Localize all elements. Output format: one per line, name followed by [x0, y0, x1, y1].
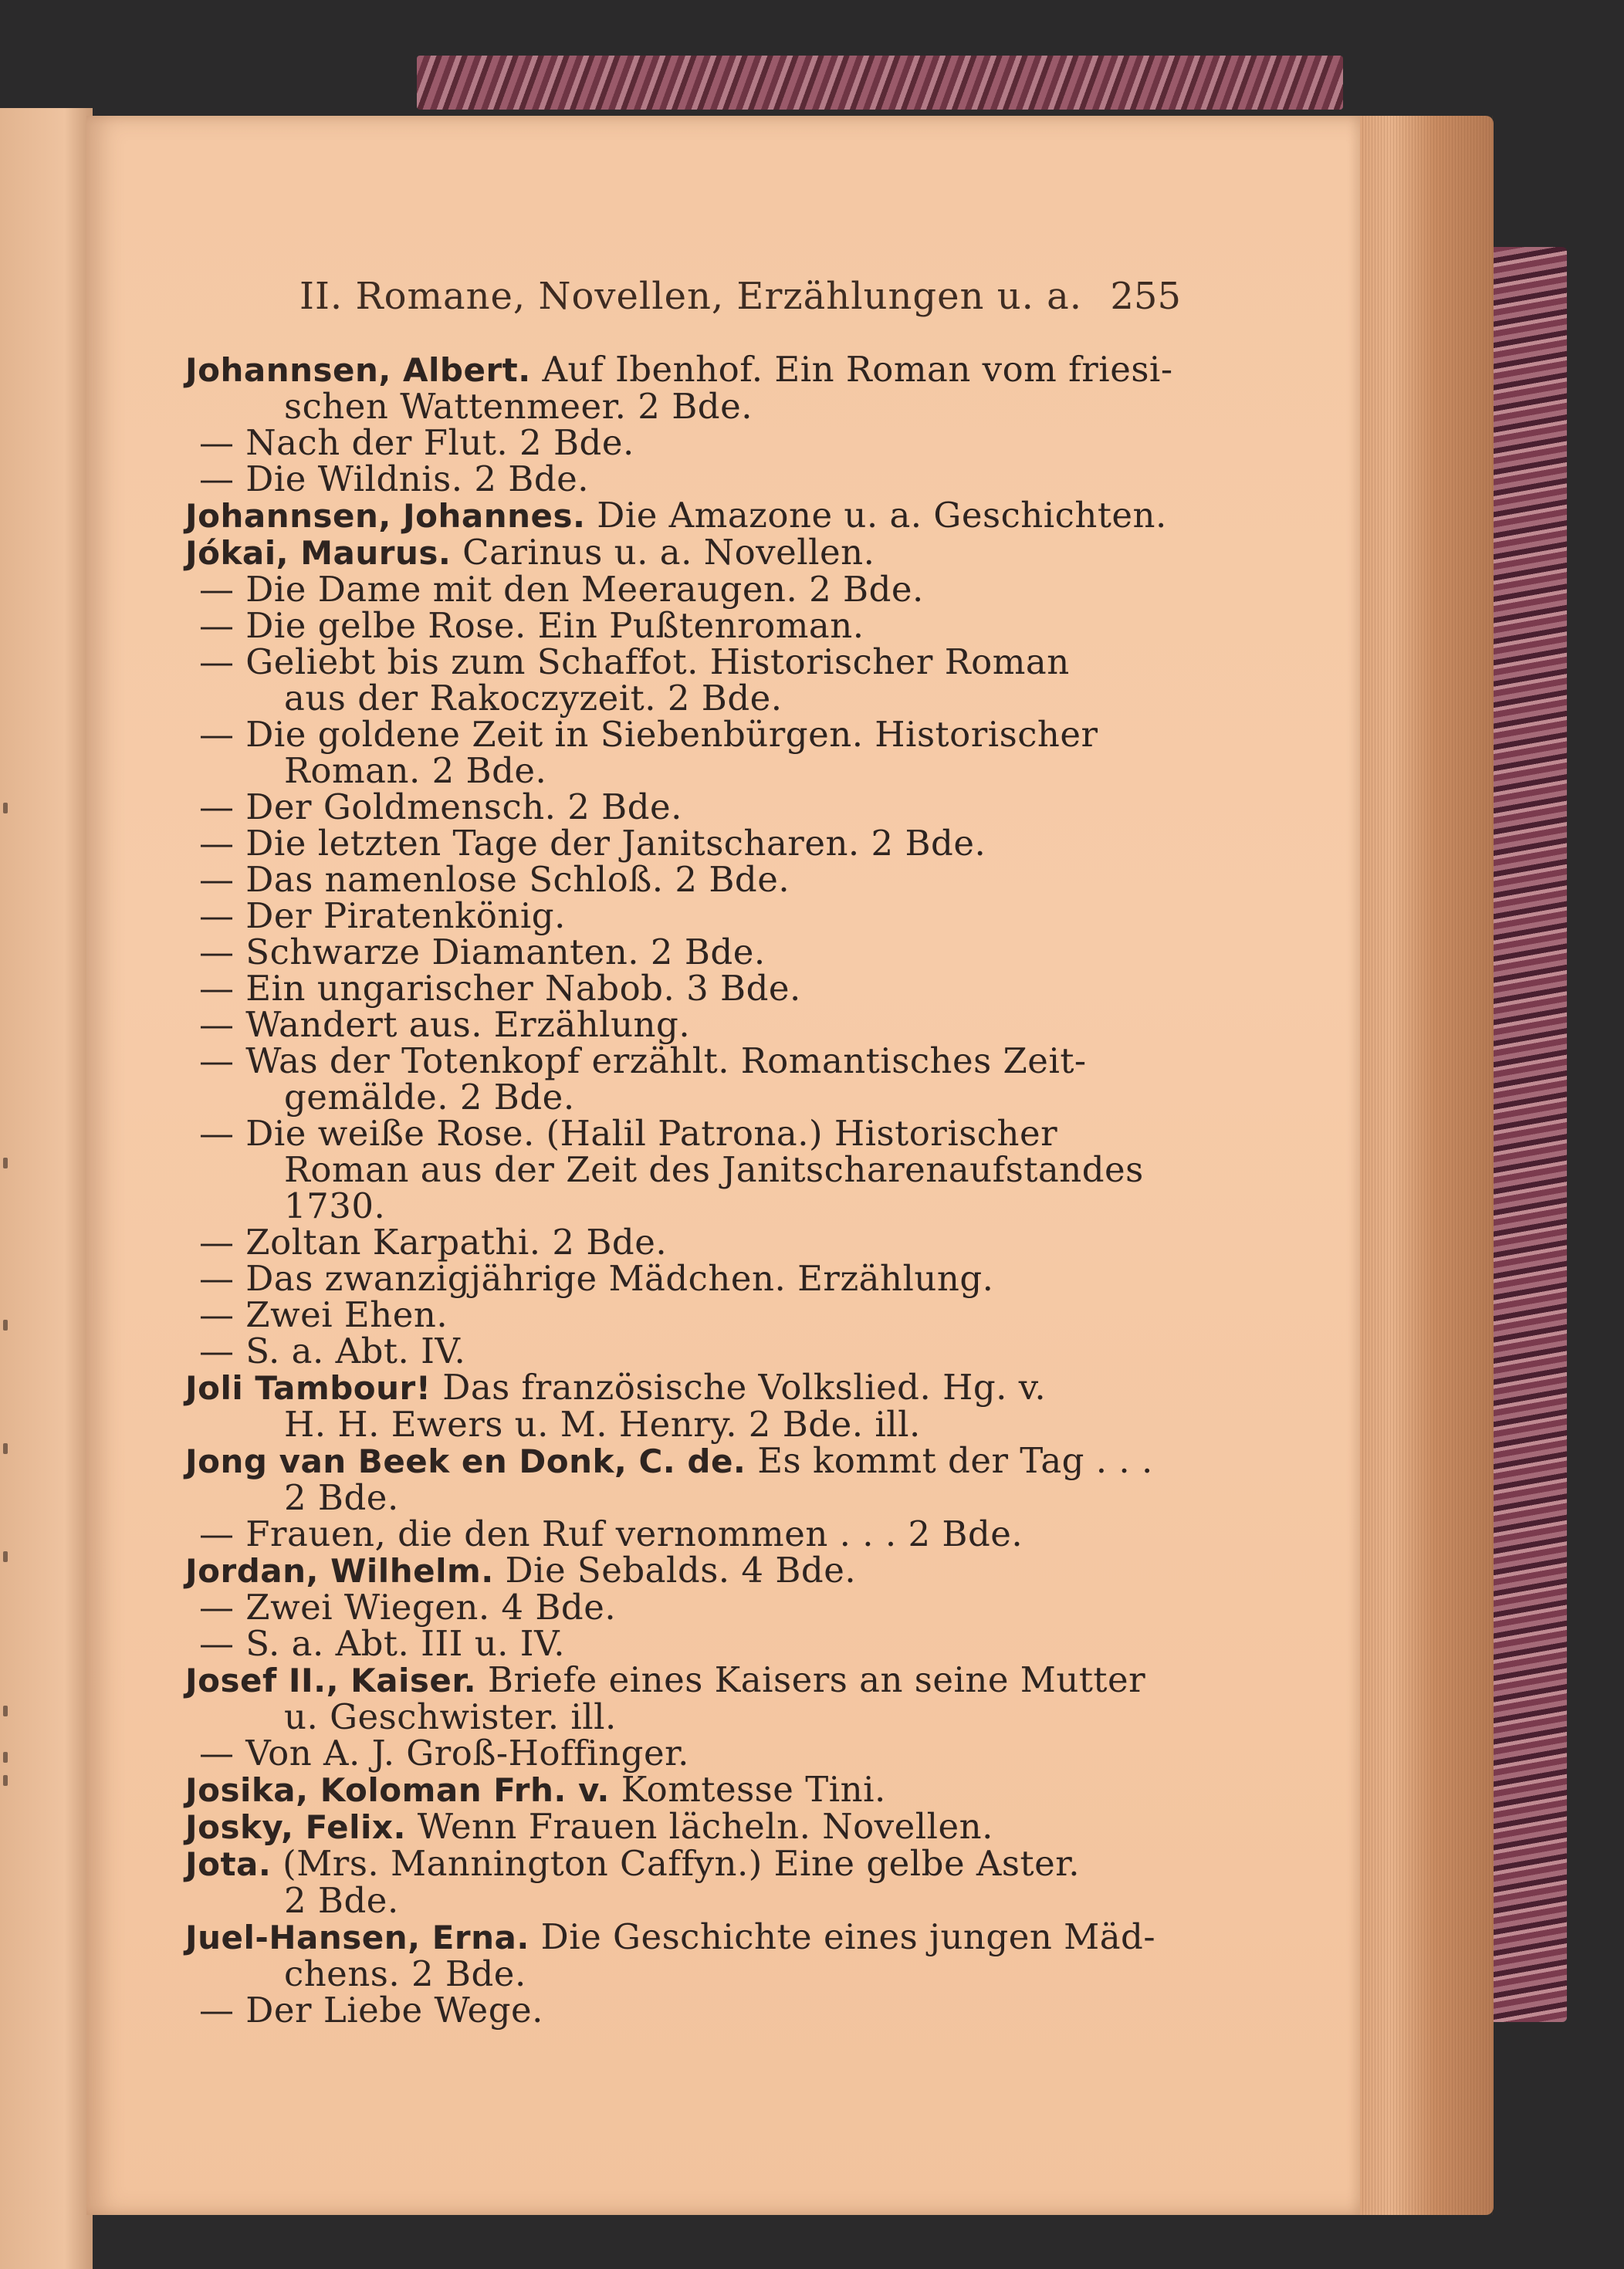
entry-first-line — [185, 859, 790, 900]
entry-first-line — [185, 1040, 1087, 1081]
catalog-entry — [185, 607, 1181, 644]
left-page-text-fragments — [0, 108, 23, 2269]
entry-title-text: — Die Dame mit den Meeraugen. 2 Bde. — [199, 569, 924, 610]
entry-title-text: Carinus u. a. Novellen. — [462, 532, 875, 573]
entry-title-text: — Der Piratenkönig. — [199, 895, 566, 936]
entry-title-text: — Das namenlose Schloß. 2 Bde. — [199, 859, 790, 900]
entry-title-text: Die Amazone u. a. Geschichten. — [597, 495, 1167, 536]
catalog-entry — [185, 1260, 1181, 1297]
entry-first-line — [185, 532, 875, 573]
catalog-entry — [185, 424, 1181, 461]
author-name: Jordan, Wilhelm. — [185, 1552, 494, 1590]
entry-first-line — [185, 569, 924, 610]
entry-title-text: — Die gelbe Rose. Ein Pußtenroman. — [199, 605, 864, 646]
entry-title-text: — Geliebt bis zum Schaffot. Historischer Roman — [199, 641, 1070, 682]
entry-first-line — [185, 1733, 689, 1774]
entry-first-line — [185, 1623, 565, 1664]
entry-first-line — [185, 786, 682, 827]
book-cover-marbled-top — [417, 56, 1343, 110]
entry-first-line — [185, 895, 566, 936]
entry-first-line — [185, 1843, 1080, 1884]
entry-continuation-line: H. H. Ewers u. M. Henry. 2 Bde. ill. — [284, 1404, 921, 1445]
catalog-entry — [185, 1513, 1181, 1554]
catalog-entry — [185, 1659, 1181, 1737]
catalog-entry — [185, 823, 1181, 864]
catalog-entry — [185, 1115, 1181, 1224]
entry-first-line — [185, 823, 986, 864]
entry-continuation-line: Roman aus der Zeit des Janitscharenaufstandes — [284, 1149, 1144, 1190]
entry-first-line — [185, 1769, 886, 1810]
entry-title-text: — Die letzten Tage der Janitscharen. 2 Bde. — [199, 823, 986, 864]
entry-title-text: (Mrs. Mannington Caffyn.) Eine gelbe Aster. — [283, 1843, 1081, 1884]
catalog-entry — [185, 534, 1181, 571]
entry-first-line — [185, 1990, 543, 2031]
entry-first-line — [185, 714, 1098, 755]
entry-first-line — [185, 349, 1173, 390]
entry-title-text: — Ein ungarischer Nabob. 3 Bde. — [199, 968, 801, 1009]
entry-title-text: Auf Ibenhof. Ein Roman vom friesi- — [542, 349, 1173, 390]
entry-title-text: Die Sebalds. 4 Bde. — [505, 1550, 857, 1591]
entry-first-line — [185, 1367, 1046, 1408]
entry-first-line — [185, 1004, 690, 1045]
entry-continuation-line: 2 Bde. — [284, 1477, 399, 1518]
catalog-entry — [185, 458, 1181, 499]
entry-continuation-line: schen Wattenmeer. 2 Bde. — [284, 386, 753, 427]
entry-first-line — [185, 1659, 1145, 1700]
catalog-entries — [185, 349, 1181, 2031]
entry-title-text: — S. a. Abt. IV. — [199, 1331, 466, 1371]
entry-first-line — [185, 1550, 856, 1591]
entry-first-line — [185, 932, 766, 972]
author-name: Josika, Koloman Frh. v. — [185, 1771, 610, 1809]
page-number: 255 — [1110, 275, 1181, 318]
catalog-entry — [185, 1771, 1181, 1808]
catalog-entry — [185, 1625, 1181, 1662]
entry-title-text: — Von A. J. Groß-Hoffinger. — [199, 1733, 689, 1774]
author-name: Jókai, Maurus. — [185, 534, 452, 572]
entry-first-line — [185, 1587, 616, 1628]
catalog-entry — [185, 1442, 1181, 1516]
author-name: Jota. — [185, 1845, 272, 1883]
catalog-entry — [185, 1916, 1181, 1994]
entry-title-text: — Frauen, die den Ruf vernommen . . . 2 Bde. — [199, 1513, 1023, 1554]
entry-first-line — [185, 1294, 448, 1335]
entry-first-line — [185, 605, 864, 646]
catalog-entry — [185, 1587, 1181, 1628]
left-page-edge — [0, 108, 93, 2269]
entry-title-text: — Die Wildnis. 2 Bde. — [199, 458, 590, 499]
entry-title-text: — Zwei Ehen. — [199, 1294, 448, 1335]
catalog-entry — [185, 934, 1181, 970]
author-name: Jong van Beek en Donk, C. de. — [185, 1442, 746, 1480]
entry-first-line — [185, 968, 801, 1009]
catalog-entry — [185, 861, 1181, 898]
catalog-entry — [185, 1552, 1181, 1589]
catalog-entry — [185, 895, 1181, 936]
page-header — [207, 275, 1181, 321]
entry-continuation-line: Roman. 2 Bde. — [284, 750, 547, 791]
entry-title-text: — Die weiße Rose. (Halil Patrona.) Historischer — [199, 1113, 1058, 1154]
catalog-entry — [185, 1040, 1181, 1118]
author-name: Josky, Felix. — [185, 1808, 406, 1846]
entry-first-line — [185, 1222, 667, 1263]
page-block-edges — [1347, 116, 1494, 2215]
catalog-entry — [185, 497, 1181, 534]
entry-title-text: — Zoltan Karpathi. 2 Bde. — [199, 1222, 668, 1263]
catalog-entry — [185, 1990, 1181, 2031]
entry-first-line — [185, 1258, 993, 1299]
catalog-entry — [185, 1845, 1181, 1919]
entry-title-text: — Zwei Wiegen. 4 Bde. — [199, 1587, 617, 1628]
entry-first-line — [185, 1806, 993, 1847]
entry-title-text: — Das zwanzigjährige Mädchen. Erzählung. — [199, 1258, 994, 1299]
entry-continuation-line: gemälde. 2 Bde. — [284, 1077, 575, 1118]
catalog-entry — [185, 1808, 1181, 1845]
entry-first-line — [185, 1113, 1057, 1154]
author-name: Joli Tambour! — [185, 1369, 431, 1407]
entry-first-line — [185, 1440, 1153, 1481]
catalog-entry — [185, 716, 1181, 789]
entry-title-text: — S. a. Abt. III u. IV. — [199, 1623, 566, 1664]
entry-title-text: Briefe eines Kaisers an seine Mutter — [487, 1659, 1146, 1700]
author-name: Johannsen, Johannes. — [185, 497, 586, 535]
catalog-entry — [185, 1006, 1181, 1043]
catalog-entry — [185, 1294, 1181, 1335]
entry-title-text: — Was der Totenkopf erzählt. Romantisches Zeit- — [199, 1040, 1087, 1081]
entry-title-text: — Der Liebe Wege. — [199, 1990, 543, 2031]
entry-continuation-line: 2 Bde. — [284, 1880, 399, 1921]
entry-title-text: — Der Goldmensch. 2 Bde. — [199, 786, 682, 827]
catalog-entry — [185, 349, 1181, 427]
entry-first-line — [185, 1916, 1155, 1957]
running-title: II. Romane, Novellen, Erzählungen u. a. — [299, 275, 1082, 318]
entry-continuation-line: u. Geschwister. ill. — [284, 1696, 617, 1737]
catalog-entry — [185, 641, 1181, 719]
entry-first-line — [185, 422, 634, 463]
entry-first-line — [185, 1331, 465, 1371]
entry-title-text: — Nach der Flut. 2 Bde. — [199, 422, 634, 463]
book-cover-marbled-right — [1490, 247, 1567, 2022]
author-name: Johannsen, Albert. — [185, 351, 531, 389]
author-name: Josef II., Kaiser. — [185, 1662, 477, 1699]
entry-continuation-line: chens. 2 Bde. — [284, 1953, 526, 1994]
entry-title-text: — Die goldene Zeit in Siebenbürgen. Historischer — [199, 714, 1098, 755]
entry-continuation-line: aus der Rakoczyzeit. 2 Bde. — [284, 678, 783, 719]
catalog-entry — [185, 968, 1181, 1009]
entry-first-line — [185, 495, 1167, 536]
catalog-entry — [185, 569, 1181, 610]
catalog-entry — [185, 1367, 1181, 1445]
entry-title-text: Komtesse Tini. — [621, 1769, 886, 1810]
entry-title-text: Das französische Volkslied. Hg. v. — [442, 1367, 1047, 1408]
entry-first-line — [185, 1513, 1023, 1554]
catalog-entry — [185, 1333, 1181, 1369]
entry-first-line — [185, 458, 589, 499]
entry-title-text: Es kommt der Tag . . . — [757, 1440, 1153, 1481]
entry-first-line — [185, 641, 1070, 682]
catalog-entry — [185, 1733, 1181, 1774]
entry-title-text: Die Geschichte eines jungen Mäd- — [540, 1916, 1156, 1957]
entry-title-text: — Wandert aus. Erzählung. — [199, 1004, 691, 1045]
author-name: Juel-Hansen, Erna. — [185, 1919, 529, 1956]
catalog-entry — [185, 786, 1181, 827]
catalog-entry — [185, 1222, 1181, 1263]
entry-title-text: — Schwarze Diamanten. 2 Bde. — [199, 932, 766, 972]
entry-title-text: Wenn Frauen lächeln. Novellen. — [417, 1806, 993, 1847]
entry-continuation-line: 1730. — [284, 1185, 386, 1226]
